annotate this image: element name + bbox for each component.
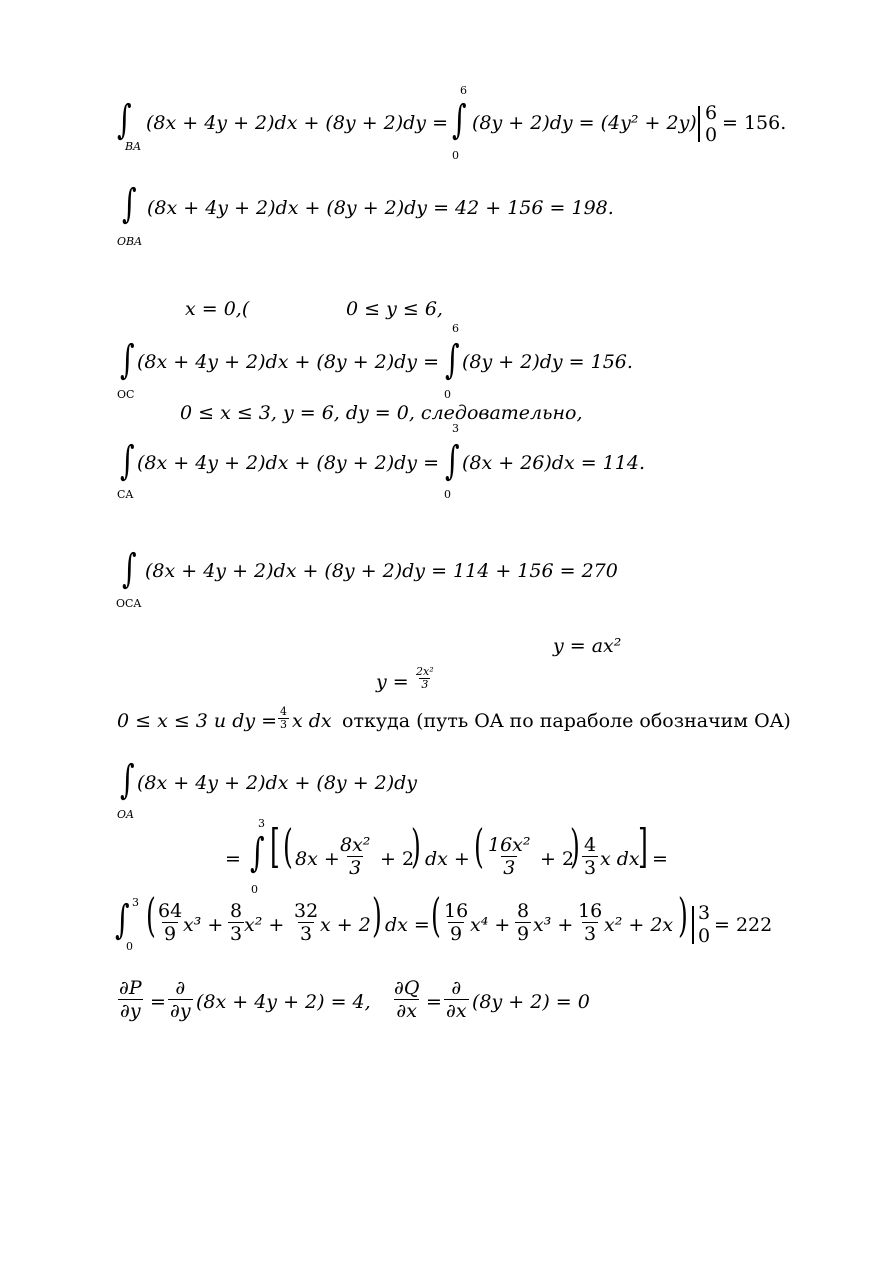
integral-lower-limit: 0	[452, 149, 459, 162]
fraction-dP-dy: $\frac{\partial P}{\partial y}$	[119, 977, 142, 1022]
right-paren: )	[570, 819, 580, 873]
dy-fraction: $\frac{4}{3}$	[280, 705, 287, 731]
integral-lower-limit: 0	[444, 388, 451, 401]
integral-upper-limit: 3	[452, 422, 459, 435]
parabola-fraction: $\frac{\text{2x²}}{3}$	[416, 665, 434, 691]
equation-rhs: (8x + 26)dx = 114.	[462, 452, 645, 474]
integral-lower-limit: BA	[125, 140, 142, 153]
integral-sign: ∫	[120, 757, 135, 803]
equals-sign: =	[426, 991, 442, 1013]
term-x4: x⁴ +	[470, 914, 511, 936]
equation-text: (8x + 4y + 2)dx + (8y + 2)dy = 42 + 156 = 198.	[147, 197, 614, 219]
bar-lower-limit: 0	[698, 925, 711, 947]
equation-rhs: = 222	[714, 914, 773, 936]
integral-sign: ∫	[122, 181, 137, 227]
term-dx: dx +	[425, 848, 470, 870]
parabola-lhs: y =	[376, 671, 409, 693]
term-x3: x³ +	[183, 914, 224, 936]
integral-sign: ∫	[120, 438, 135, 484]
equals-sign: =	[652, 848, 668, 870]
right-paren: )	[411, 819, 421, 873]
fraction-d-dx: ∂ ∂x	[446, 977, 467, 1022]
term-dx: dx =	[385, 914, 430, 936]
condition-range: 0 ≤ x ≤ 3 и dy =	[117, 710, 278, 732]
right-paren: )	[372, 888, 382, 942]
integral-lower-limit: OCA	[116, 597, 142, 610]
equation-rhs: (8y + 2)dy = 156.	[462, 351, 633, 373]
equals-sign: =	[225, 848, 241, 870]
integral-lower-limit: 0	[444, 488, 451, 501]
fraction-32-3: $\frac{32}{3}$	[294, 900, 319, 945]
fraction-64-9: $\frac{64}{9}$	[158, 900, 183, 945]
equation-middle: (8y + 2)dy = (4y² + 2y)	[472, 112, 697, 134]
right-bracket: ]	[638, 819, 648, 873]
term-8x: 8x +	[295, 848, 340, 870]
bar-upper-limit: 6	[705, 102, 718, 124]
term-xdx: x dx	[600, 848, 640, 870]
partial-p-result: (8x + 4y + 2) = 4,	[196, 991, 371, 1013]
integral-sign: ∫	[445, 438, 460, 484]
fraction-dQ-dx: $\frac{\partial Q}{\partial x}$	[394, 977, 420, 1022]
integral-lower-limit: CA	[117, 488, 134, 501]
fraction-16-3: $\frac{16}{3}$	[578, 900, 603, 945]
bar-upper-limit: 3	[698, 902, 711, 924]
fraction-d-dy: ∂ ∂y	[170, 977, 191, 1022]
partial-q-result: (8y + 2) = 0	[472, 991, 590, 1013]
fraction-16x2-3: $\frac{\text{16x²}}{3}$	[488, 834, 531, 879]
right-paren: )	[678, 888, 688, 942]
integral-lower-limit: OA	[117, 808, 134, 821]
fraction-8-9: $\frac{8}{9}$	[517, 900, 530, 945]
equation-lhs: (8x + 4y + 2)dx + (8y + 2)dy =	[146, 112, 449, 134]
integral-sign: ∫	[445, 337, 460, 383]
fraction-4-3: $\frac{4}{3}$	[584, 834, 597, 879]
condition-xdx: x dx	[292, 710, 332, 732]
integral-lower-limit: 0	[126, 940, 133, 953]
fraction-8x2-3: $\frac{\text{8x²}}{3}$	[340, 834, 371, 879]
integral-sign: ∫	[115, 897, 130, 943]
left-paren: (	[283, 819, 293, 873]
evaluation-bar	[692, 906, 694, 944]
term-x3: x³ +	[533, 914, 574, 936]
integral-sign: ∫	[117, 97, 132, 143]
equation-text: (8x + 4y + 2)dx + (8y + 2)dy = 114 + 156 = 270	[145, 560, 618, 582]
term-x-plus-2: x + 2	[320, 914, 371, 936]
condition-ca: 0 ≤ x ≤ 3, y = 6, dy = 0, следовательно,	[180, 402, 583, 424]
integral-lower-limit: OC	[117, 388, 135, 401]
fraction-16-9: $\frac{16}{9}$	[444, 900, 469, 945]
fraction-8-3: $\frac{8}{3}$	[230, 900, 243, 945]
parabola-general: y = ax²	[553, 635, 622, 657]
equation-lhs: (8x + 4y + 2)dx + (8y + 2)dy =	[137, 452, 440, 474]
evaluation-bar	[698, 106, 700, 142]
integral-lower-limit: OBA	[117, 235, 143, 248]
integral-upper-limit: 3	[132, 896, 139, 909]
condition-x: x = 0,(	[185, 298, 250, 320]
integral-upper-limit: 6	[460, 84, 467, 97]
integral-upper-limit: 3	[258, 817, 265, 830]
left-bracket: [	[270, 819, 280, 873]
condition-y: 0 ≤ y ≤ 6,	[346, 298, 443, 320]
left-paren: (	[146, 888, 156, 942]
left-paren: (	[431, 888, 441, 942]
bar-lower-limit: 0	[705, 124, 718, 146]
term-plus-2: + 2	[380, 848, 415, 870]
condition-note: откуда (путь OA по параболе обозначим OA)	[342, 710, 791, 732]
term-x2-plus-2x: x² + 2x	[604, 914, 674, 936]
term-plus-2: + 2	[540, 848, 575, 870]
integral-sign: ∫	[120, 337, 135, 383]
integral-lower-limit: 0	[251, 883, 258, 896]
equation-lhs: (8x + 4y + 2)dx + (8y + 2)dy =	[137, 351, 440, 373]
term-x2: x² +	[244, 914, 285, 936]
integral-sign: ∫	[250, 830, 265, 876]
integral-sign: ∫	[452, 97, 467, 143]
equation-rhs: = 156.	[722, 112, 787, 134]
equals-sign: =	[150, 991, 166, 1013]
equation-text: (8x + 4y + 2)dx + (8y + 2)dy	[137, 772, 418, 794]
integral-upper-limit: 6	[452, 322, 459, 335]
left-paren: (	[474, 819, 484, 873]
integral-sign: ∫	[122, 546, 137, 592]
